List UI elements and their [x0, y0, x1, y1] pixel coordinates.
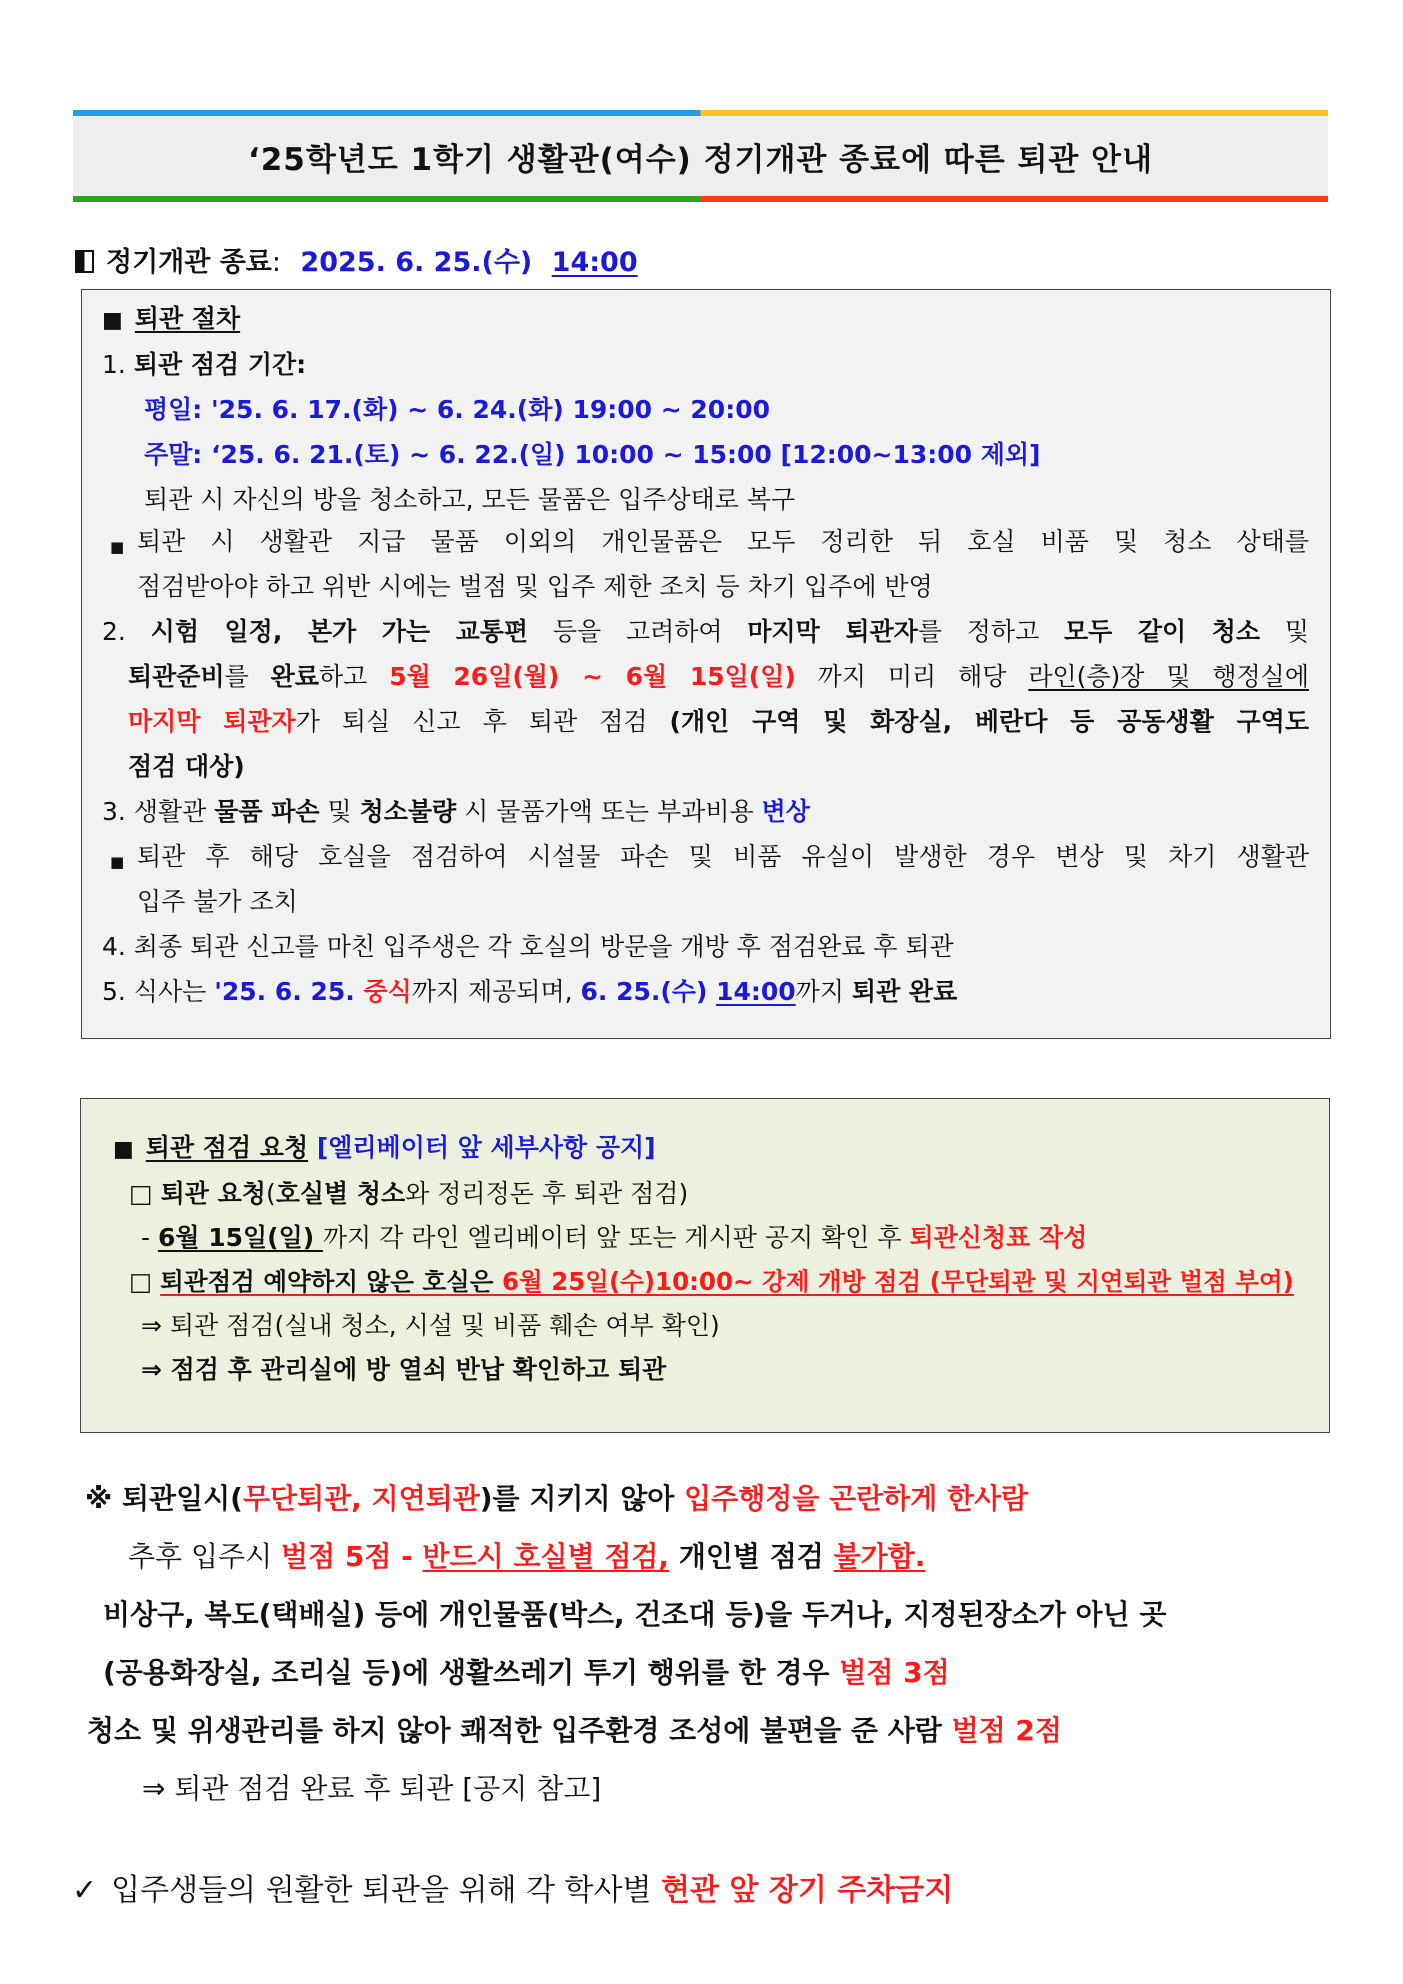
restore-text: 퇴관 시 자신의 방을 청소하고, 모든 물품은 입주상태로 복구 — [144, 485, 796, 514]
request-2-c: 까지 각 라인 엘리베이터 앞 또는 게시판 공지 확인 후 — [322, 1223, 910, 1252]
end-time: 14:00 — [551, 247, 638, 278]
procedure-heading-text: 퇴관 절차 — [134, 304, 241, 333]
request-1-b: ( — [265, 1179, 276, 1208]
item-2-f: 및 — [1260, 617, 1309, 646]
empty-checkbox-icon-2: □ — [129, 1267, 153, 1296]
end-date: 2025. 6. 25.(수) — [300, 247, 533, 278]
warning-5 — [87, 1714, 1062, 1748]
warning-2-e: 불가함. — [833, 1540, 926, 1573]
procedure-heading — [102, 304, 240, 336]
warning-3: 비상구, 복도(택배실) 등에 개인물품(박스, 건조대 등)을 두거나, 지정된장소가 아닌 곳 — [103, 1598, 1167, 1631]
title-bottom-stripe — [73, 196, 1328, 202]
note-1-line-1: 퇴관 시 생활관 지급 물품 이외의 개인물품은 모두 정리한 뒤 호실 비품 및 청소 상태를 — [137, 527, 1309, 556]
item-2-line-3 — [128, 707, 1309, 737]
end-date-line — [75, 240, 638, 279]
black-square-icon: ■ — [102, 308, 123, 333]
parking-notice — [72, 1874, 953, 1908]
item-2-o: 가 퇴실 신고 후 퇴관 점검 — [295, 707, 670, 736]
item-1 — [102, 350, 306, 380]
request-1-c: 호실별 청소 — [275, 1179, 406, 1208]
item-3-f: 변상 — [761, 797, 810, 826]
request-5: ⇒ 점검 후 관리실에 방 열쇠 반납 확인하고 퇴관 — [141, 1355, 667, 1384]
item-4: 4. 최종 퇴관 신고를 마친 입주생은 각 호실의 방문을 개방 후 점검완료 후 퇴관 — [102, 932, 954, 961]
warning-1 — [85, 1482, 1028, 1516]
weekday-period: 평일: '25. 6. 17.(화) ~ 6. 24.(화) 19:00 ~ 20:00 — [144, 395, 770, 424]
item-3-a: 생활관 — [133, 797, 215, 826]
item-1-label: 퇴관 점검 기간: — [133, 350, 307, 379]
request-3 — [129, 1267, 1294, 1297]
item-2-line-2 — [128, 662, 1309, 692]
warning-4-b: 벌점 3점 — [839, 1656, 950, 1689]
item-3-number: 3. — [102, 797, 126, 826]
item-5-h: 퇴관 완료 — [851, 977, 958, 1006]
item-3-b: 물품 파손 — [214, 797, 320, 826]
parking-highlight: 현관 앞 장기 주차금지 — [661, 1873, 954, 1908]
item-2-n: 마지막 퇴관자 — [128, 707, 296, 736]
inspection-request-box — [80, 1098, 1330, 1433]
item-2-p: (개인 구역 및 화장실, 베란다 등 공동생활 구역도 — [669, 707, 1309, 736]
request-2-a: - — [141, 1223, 158, 1252]
warning-2-c: 반드시 호실별 점검, — [422, 1540, 670, 1573]
parking-text: 입주생들의 원활한 퇴관을 위해 각 학사별 — [111, 1873, 662, 1908]
item-2-line-1 — [102, 617, 1309, 647]
item-2-j: 하고 — [318, 662, 390, 691]
warning-1-c: )를 지키지 않아 — [479, 1482, 685, 1515]
request-1-a: 퇴관 요청 — [160, 1179, 266, 1208]
item-2-d: 를 정하고 — [917, 617, 1065, 646]
request-heading — [113, 1133, 656, 1165]
item-5-d: 까지 제공되며, — [411, 977, 581, 1006]
warning-2-b: 벌점 5점 - — [281, 1540, 423, 1573]
note-1-line-2: 점검받아야 하고 위반 시에는 벌점 및 입주 제한 조치 등 차기 입주에 반영 — [137, 572, 933, 601]
warning-5-a: 청소 및 위생관리를 하지 않아 쾌적한 입주환경 조성에 불편을 준 사람 — [87, 1714, 952, 1747]
item-2-g: 퇴관준비 — [128, 662, 225, 691]
item-5-g: 까지 — [795, 977, 852, 1006]
check-mark-icon: ✓ — [72, 1873, 98, 1908]
item-5-e: 6. 25.(수) — [580, 977, 717, 1006]
warning-1-a: ※ 퇴관일시( — [85, 1482, 243, 1515]
request-3-b: 6월 25일(수)10:00~ 강제 개방 점검 (무단퇴관 및 지연퇴관 벌점 부여) — [493, 1267, 1294, 1296]
warning-6: ⇒ 퇴관 점검 완료 후 퇴관 [공지 참고] — [142, 1772, 602, 1805]
item-2-a: 시험 일정, 본가 가는 교통편 — [150, 617, 529, 646]
request-1 — [129, 1179, 688, 1209]
end-colon: : — [271, 247, 282, 278]
page-title: ‘25학년도 1학기 생활관(여수) 정기개관 종료에 따른 퇴관 안내 — [247, 141, 1154, 178]
small-square-icon-2: ■ — [110, 853, 125, 871]
weekend-period: 주말: ‘25. 6. 21.(토) ~ 6. 22.(일) 10:00 ~ 15:00 [12:00~13:00 제외] — [144, 440, 1041, 469]
title-banner — [73, 110, 1328, 202]
item-2-l: 까지 미리 해당 — [795, 662, 1029, 691]
warning-2-a: 추후 입주시 — [128, 1540, 282, 1573]
item-2-b: 등을 고려하여 — [528, 617, 748, 646]
note-2-line-2: 입주 불가 조치 — [137, 887, 298, 916]
item-3 — [102, 797, 810, 827]
request-3-a: 퇴관점검 예약하지 않은 호실은 — [160, 1267, 494, 1296]
item-2-m: 라인(층)장 및 행정실에 — [1028, 662, 1309, 691]
note-2-line-1: 퇴관 후 해당 호실을 점검하여 시설물 파손 및 비품 유실이 발생한 경우 변상 및 차기 생활관 — [137, 842, 1309, 871]
warning-4 — [103, 1656, 950, 1690]
request-2 — [141, 1223, 1087, 1253]
request-heading-text: 퇴관 점검 요청 — [145, 1133, 309, 1162]
procedure-box — [81, 289, 1331, 1039]
item-5 — [102, 977, 957, 1007]
warning-2-d: 개인별 점검 — [669, 1540, 834, 1573]
item-2-line-4: 점검 대상) — [128, 752, 245, 781]
item-3-e: 시 물품가액 또는 부과비용 — [456, 797, 762, 826]
request-1-d: 와 정리정돈 후 퇴관 점검) — [405, 1179, 689, 1208]
item-5-a: 5. 식사는 — [102, 977, 215, 1006]
item-5-f: 14:00 — [716, 977, 796, 1006]
warning-2 — [128, 1540, 925, 1574]
warning-5-b: 벌점 2점 — [951, 1714, 1062, 1747]
item-5-b: '25. 6. 25. — [214, 977, 364, 1006]
black-square-icon-2: ■ — [113, 1137, 134, 1162]
request-heading-note: [엘리베이터 앞 세부사항 공지] — [316, 1133, 656, 1162]
item-5-c: 중식 — [363, 977, 412, 1006]
request-2-d: 퇴관신청표 작성 — [909, 1223, 1088, 1252]
item-2-e: 모두 같이 청소 — [1064, 617, 1261, 646]
item-2-i: 완료 — [270, 662, 319, 691]
item-2-number: 2. — [102, 617, 126, 646]
half-filled-square-icon — [75, 250, 94, 273]
item-3-c: 및 — [319, 797, 360, 826]
small-square-icon: ■ — [110, 538, 125, 556]
empty-checkbox-icon: □ — [129, 1179, 153, 1208]
warning-4-a: (공용화장실, 조리실 등)에 생활쓰레기 투기 행위를 한 경우 — [103, 1656, 840, 1689]
end-label: 정기개관 종료 — [106, 247, 272, 278]
item-2-h: 를 — [224, 662, 271, 691]
item-2-k: 5월 26일(월) ~ 6월 15일(일) — [389, 662, 796, 691]
item-3-d: 청소불량 — [359, 797, 457, 826]
item-2-c: 마지막 퇴관자 — [747, 617, 918, 646]
request-4: ⇒ 퇴관 점검(실내 청소, 시설 및 비품 훼손 여부 확인) — [141, 1311, 720, 1340]
warning-1-b: 무단퇴관, 지연퇴관 — [242, 1482, 480, 1515]
item-1-number: 1. — [102, 350, 126, 379]
warning-1-d: 입주행정을 곤란하게 한사람 — [684, 1482, 1029, 1515]
request-2-b: 6월 15일(일) — [157, 1223, 323, 1252]
